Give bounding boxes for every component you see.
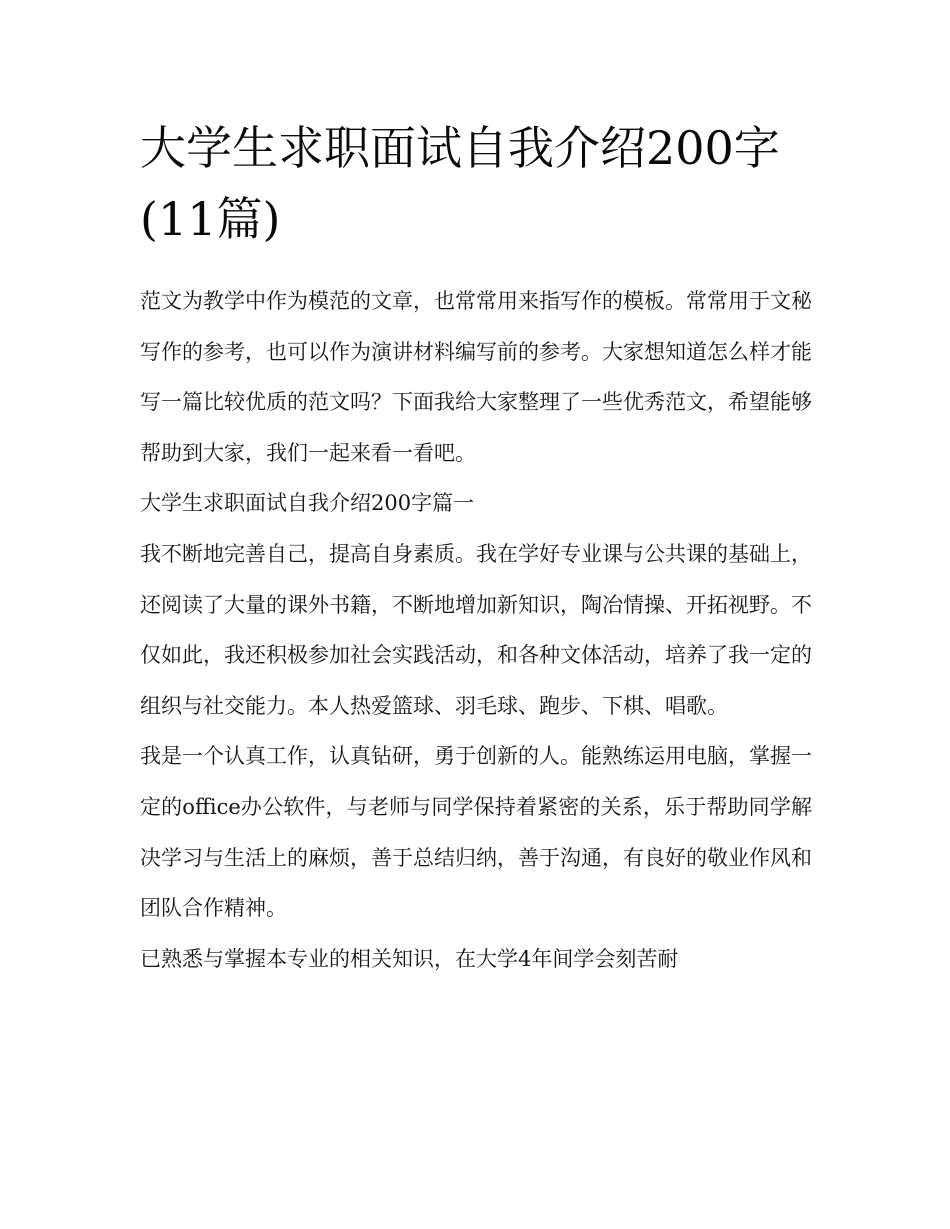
intro-paragraph: 范文为教学中作为模范的文章，也常常用来指写作的模板。常常用于文秘写作的参考，也可以作为演讲材料编写前的参考。大家想知道怎么样才能写一篇比较优质的范文吗？下面我给大家整理了一些优秀范文，希望能够帮助到大家，我们一起来看一看吧。 [140, 289, 812, 465]
section-heading: 大学生求职面试自我介绍200字篇一 [140, 491, 475, 516]
body-paragraph-1: 我不断地完善自己，提高自身素质。我在学好专业课与公共课的基础上，还阅读了大量的课外书籍，不断地增加新知识，陶冶情操、开拓视野。不仅如此，我还积极参加社会实践活动，和各种文体活动，培养了我一定的组织与社交能力。本人热爱篮球、羽毛球、跑步、下棋、唱歌。 [140, 541, 812, 718]
document-body [140, 276, 812, 984]
body-paragraph-2: 我是一个认真工作，认真钻研，勇于创新的人。能熟练运用电脑，掌握一定的office办公软件，与老师与同学保持着紧密的关系，乐于帮助同学解决学习与生活上的麻烦，善于总结归纳，善于沟通，有良好的敬业作风和团队合作精神。 [140, 744, 812, 921]
document-title: 大学生求职面试自我介绍200字(11篇) [140, 121, 780, 246]
body-paragraph-3: 已熟悉与掌握本专业的相关知识，在大学4年间学会刻苦耐 [140, 946, 679, 971]
